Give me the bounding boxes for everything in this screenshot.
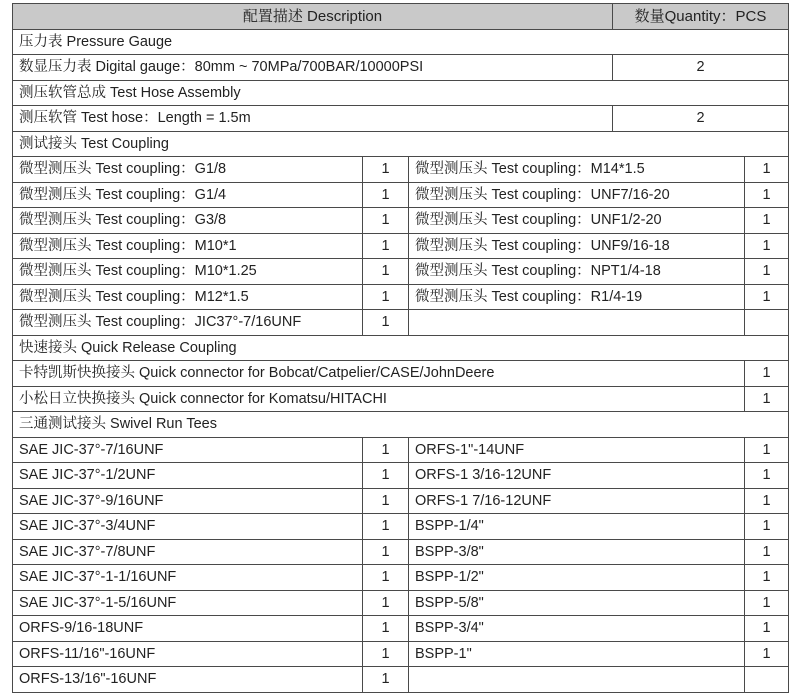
quantity-header: 数量Quantity：PCS [613,4,789,30]
item-label-left: SAE JIC-37°-9/16UNF [13,488,363,514]
table-row [13,386,789,412]
item-label-left: ORFS-13/16"-16UNF [13,667,363,693]
item-qty-right: 1 [745,157,789,183]
table-row [13,616,789,642]
table-row [13,641,789,667]
item-label-left: 微型测压头 Test coupling：G1/8 [13,157,363,183]
item-qty-right: 1 [745,208,789,234]
item-qty: 2 [613,106,789,132]
item-qty-left: 1 [363,590,409,616]
item-label-right: ORFS-1"-14UNF [409,437,745,463]
table-row [13,565,789,591]
item-qty-right: 1 [745,182,789,208]
item-label-right: BSPP-5/8" [409,590,745,616]
item-label-left: SAE JIC-37°-1-1/16UNF [13,565,363,591]
item-label-right: ORFS-1 3/16-12UNF [409,463,745,489]
item-label-left: 微型测压头 Test coupling：G1/4 [13,182,363,208]
item-qty: 2 [613,55,789,81]
item-label-right: ORFS-1 7/16-12UNF [409,488,745,514]
item-qty-left: 1 [363,310,409,336]
item-qty-right: 1 [745,463,789,489]
item-qty-left: 1 [363,157,409,183]
item-qty-left: 1 [363,437,409,463]
item-qty-left: 1 [363,539,409,565]
item-qty-left: 1 [363,463,409,489]
item-qty-left: 1 [363,616,409,642]
item-label-right: BSPP-1/2" [409,565,745,591]
item-label-left: SAE JIC-37°-7/16UNF [13,437,363,463]
item-qty-left: 1 [363,641,409,667]
item-qty-left: 1 [363,208,409,234]
section-row-test_coupling [13,131,789,157]
description-header: 配置描述 Description [13,4,613,30]
table-row [13,208,789,234]
table-row [13,514,789,540]
item-label-right: BSPP-1" [409,641,745,667]
item-qty-left: 1 [363,284,409,310]
item-label-left: SAE JIC-37°-3/4UNF [13,514,363,540]
item-qty-right: 1 [745,539,789,565]
table-row [13,233,789,259]
item-qty-right: 1 [745,514,789,540]
item-label-right [409,667,745,693]
item-label-right [409,310,745,336]
table-row [13,488,789,514]
item-qty: 1 [745,361,789,387]
item-label: 卡特凯斯快换接头 Quick connector for Bobcat/Catpelier/CASE/JohnDeere [13,361,745,387]
item-label-right: BSPP-3/4" [409,616,745,642]
item-label-right: 微型测压头 Test coupling：NPT1/4-18 [409,259,745,285]
section-title-test_hose: 测压软管总成 Test Hose Assembly [13,80,789,106]
item-qty-left: 1 [363,259,409,285]
spec-table-container [12,3,788,693]
item-label-left: 微型测压头 Test coupling：M12*1.5 [13,284,363,310]
item-label-left: ORFS-9/16-18UNF [13,616,363,642]
section-row-quick_release [13,335,789,361]
item-qty-left: 1 [363,182,409,208]
section-title-pressure_gauge: 压力表 Pressure Gauge [13,29,789,55]
item-label-right: 微型测压头 Test coupling：M14*1.5 [409,157,745,183]
item-qty-right [745,310,789,336]
table-row [13,157,789,183]
item-qty-left: 1 [363,565,409,591]
item-label-left: SAE JIC-37°-7/8UNF [13,539,363,565]
item-qty-right: 1 [745,590,789,616]
item-qty-right: 1 [745,233,789,259]
section-row-pressure_gauge [13,29,789,55]
item-qty-left: 1 [363,514,409,540]
item-label: 数显压力表 Digital gauge：80mm ~ 70MPa/700BAR/10000PSI [13,55,613,81]
item-label-left: 微型测压头 Test coupling：G3/8 [13,208,363,234]
item-label-left: 微型测压头 Test coupling：M10*1 [13,233,363,259]
item-label-left: ORFS-11/16"-16UNF [13,641,363,667]
item-label-left: 微型测压头 Test coupling：M10*1.25 [13,259,363,285]
table-row [13,539,789,565]
item-qty-right: 1 [745,437,789,463]
table-row [13,463,789,489]
table-row [13,437,789,463]
item-row-test_hose [13,106,789,132]
item-qty-right: 1 [745,641,789,667]
item-label-right: 微型测压头 Test coupling：UNF7/16-20 [409,182,745,208]
item-label: 小松日立快换接头 Quick connector for Komatsu/HITACHI [13,386,745,412]
item-label-left: 微型测压头 Test coupling：JIC37°-7/16UNF [13,310,363,336]
item-label-left: SAE JIC-37°-1-5/16UNF [13,590,363,616]
table-row [13,361,789,387]
header-row [13,4,789,30]
item-label-right: BSPP-3/8" [409,539,745,565]
table-row [13,590,789,616]
section-row-swivel_tees [13,412,789,438]
item-qty-right: 1 [745,616,789,642]
item-qty-right: 1 [745,259,789,285]
item-label-right: BSPP-1/4" [409,514,745,540]
item-label-right: 微型测压头 Test coupling：UNF1/2-20 [409,208,745,234]
item-label: 测压软管 Test hose：Length = 1.5m [13,106,613,132]
section-title-swivel_tees: 三通测试接头 Swivel Run Tees [13,412,789,438]
table-row [13,182,789,208]
item-qty-left: 1 [363,488,409,514]
item-label-right: 微型测压头 Test coupling：R1/4-19 [409,284,745,310]
item-label-right: 微型测压头 Test coupling：UNF9/16-18 [409,233,745,259]
item-qty-right [745,667,789,693]
item-qty-right: 1 [745,284,789,310]
section-title-test_coupling: 测试接头 Test Coupling [13,131,789,157]
item-qty-right: 1 [745,565,789,591]
table-row [13,284,789,310]
item-qty: 1 [745,386,789,412]
table-row [13,310,789,336]
item-qty-left: 1 [363,667,409,693]
section-row-test_hose [13,80,789,106]
item-qty-right: 1 [745,488,789,514]
table-row [13,667,789,693]
section-title-quick_release: 快速接头 Quick Release Coupling [13,335,789,361]
spec-table [12,3,789,693]
item-label-left: SAE JIC-37°-1/2UNF [13,463,363,489]
item-qty-left: 1 [363,233,409,259]
item-row-pressure_gauge [13,55,789,81]
table-row [13,259,789,285]
